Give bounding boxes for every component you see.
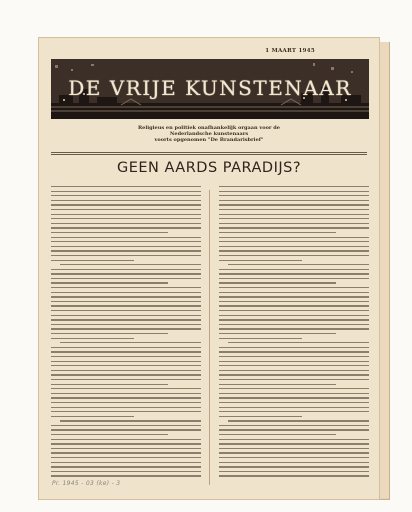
text-line bbox=[51, 296, 201, 297]
text-line bbox=[219, 204, 369, 205]
text-line bbox=[51, 292, 201, 293]
text-line bbox=[51, 315, 201, 316]
text-line bbox=[51, 260, 134, 261]
text-line bbox=[219, 232, 336, 233]
text-line bbox=[51, 338, 134, 339]
text-line bbox=[51, 439, 201, 440]
text-line bbox=[51, 416, 134, 417]
text-line bbox=[51, 328, 201, 329]
handwritten-archive-note: Pr. 1945 - 03 (ke) - 3 bbox=[52, 480, 121, 487]
text-line bbox=[219, 305, 369, 306]
text-line bbox=[219, 328, 369, 329]
text-line bbox=[51, 204, 201, 205]
text-line bbox=[51, 434, 168, 435]
text-line bbox=[219, 425, 369, 426]
subtitle-line: voorts opgenomen "De Brandarisbrief" bbox=[154, 137, 264, 144]
text-line bbox=[51, 273, 201, 274]
text-line bbox=[219, 439, 369, 440]
text-line bbox=[219, 452, 369, 453]
text-line bbox=[219, 384, 336, 385]
text-line bbox=[219, 237, 369, 238]
text-line bbox=[219, 195, 369, 196]
text-line bbox=[51, 195, 201, 196]
text-line bbox=[60, 264, 201, 265]
text-line bbox=[51, 429, 201, 430]
text-line bbox=[228, 264, 369, 265]
text-line bbox=[219, 214, 369, 215]
text-line bbox=[219, 393, 369, 394]
newspaper-page bbox=[38, 37, 380, 500]
text-line bbox=[51, 191, 201, 192]
text-line bbox=[219, 429, 369, 430]
text-line bbox=[219, 191, 369, 192]
text-line bbox=[60, 342, 201, 343]
text-line bbox=[51, 218, 201, 219]
text-line bbox=[51, 374, 201, 375]
masthead-title: DE VRIJE KUNSTENAAR bbox=[68, 76, 352, 100]
text-line bbox=[219, 310, 369, 311]
text-line bbox=[51, 301, 201, 302]
text-line bbox=[51, 462, 201, 463]
text-line bbox=[51, 397, 201, 398]
text-line bbox=[219, 260, 302, 261]
text-line bbox=[219, 416, 302, 417]
text-line bbox=[51, 361, 201, 362]
text-line bbox=[219, 186, 369, 187]
text-line bbox=[60, 420, 201, 421]
text-line bbox=[51, 269, 201, 270]
subtitle-line: Nederlandsche kunstenaars bbox=[169, 131, 249, 138]
text-line bbox=[51, 319, 201, 320]
text-line bbox=[51, 278, 201, 279]
text-line bbox=[219, 315, 369, 316]
text-line bbox=[219, 282, 336, 283]
text-line bbox=[219, 471, 369, 472]
text-line bbox=[219, 319, 369, 320]
text-line bbox=[219, 466, 369, 467]
text-line bbox=[51, 407, 201, 408]
text-line bbox=[51, 457, 201, 458]
text-line bbox=[51, 241, 201, 242]
text-line bbox=[219, 443, 369, 444]
divider-rule bbox=[51, 152, 367, 153]
article-column-right bbox=[219, 186, 369, 486]
text-line bbox=[219, 347, 369, 348]
text-line bbox=[219, 374, 369, 375]
text-line bbox=[51, 475, 201, 476]
subtitle-line: Religieus en politiek onafhankelijk orgaan voor de bbox=[138, 125, 280, 131]
text-line bbox=[51, 393, 201, 394]
text-line bbox=[219, 397, 369, 398]
text-line bbox=[51, 448, 201, 449]
text-line bbox=[219, 246, 369, 247]
text-line bbox=[51, 333, 168, 334]
text-line bbox=[51, 356, 201, 357]
text-line bbox=[228, 342, 369, 343]
text-line bbox=[219, 365, 369, 366]
text-line bbox=[219, 200, 369, 201]
text-line bbox=[51, 324, 201, 325]
text-line bbox=[219, 227, 369, 228]
article-column-left bbox=[51, 186, 201, 486]
text-line bbox=[219, 356, 369, 357]
text-line bbox=[51, 452, 201, 453]
text-line bbox=[219, 292, 369, 293]
text-line bbox=[219, 448, 369, 449]
divider-rule bbox=[51, 154, 367, 155]
text-line bbox=[51, 365, 201, 366]
text-line bbox=[219, 411, 369, 412]
text-line bbox=[51, 282, 168, 283]
text-line bbox=[51, 370, 201, 371]
text-line bbox=[219, 351, 369, 352]
text-line bbox=[51, 351, 201, 352]
text-line bbox=[51, 232, 168, 233]
text-line bbox=[219, 407, 369, 408]
text-line bbox=[228, 420, 369, 421]
article-headline: GEEN AARDS PARADIJS? bbox=[116, 160, 302, 176]
text-line bbox=[219, 462, 369, 463]
text-line bbox=[219, 223, 369, 224]
text-line bbox=[219, 269, 369, 270]
text-line bbox=[219, 296, 369, 297]
text-line bbox=[219, 379, 369, 380]
text-line bbox=[51, 209, 201, 210]
text-line bbox=[219, 278, 369, 279]
text-line bbox=[51, 246, 201, 247]
text-line bbox=[219, 434, 336, 435]
column-divider bbox=[209, 190, 210, 485]
text-line bbox=[219, 388, 369, 389]
text-line bbox=[51, 425, 201, 426]
text-line bbox=[219, 457, 369, 458]
text-line bbox=[219, 333, 336, 334]
text-line bbox=[219, 250, 369, 251]
text-line bbox=[219, 209, 369, 210]
text-line bbox=[51, 347, 201, 348]
text-line bbox=[51, 186, 201, 187]
text-line bbox=[51, 227, 201, 228]
text-line bbox=[51, 305, 201, 306]
text-line bbox=[219, 402, 369, 403]
text-line bbox=[51, 287, 201, 288]
text-line bbox=[51, 388, 201, 389]
text-line bbox=[51, 384, 168, 385]
text-line bbox=[219, 324, 369, 325]
text-line bbox=[51, 237, 201, 238]
text-line bbox=[219, 301, 369, 302]
text-line bbox=[51, 466, 201, 467]
text-line bbox=[51, 250, 201, 251]
text-line bbox=[51, 214, 201, 215]
text-line bbox=[219, 370, 369, 371]
text-line bbox=[219, 287, 369, 288]
masthead bbox=[51, 59, 369, 119]
text-line bbox=[51, 255, 201, 256]
text-line bbox=[51, 471, 201, 472]
text-line bbox=[219, 475, 369, 476]
text-line bbox=[219, 241, 369, 242]
text-line bbox=[51, 443, 201, 444]
issue-date: 1 MAART 1945 bbox=[265, 48, 315, 54]
text-line bbox=[219, 255, 369, 256]
text-line bbox=[219, 273, 369, 274]
text-line bbox=[51, 223, 201, 224]
text-line bbox=[51, 200, 201, 201]
text-line bbox=[219, 218, 369, 219]
text-line bbox=[219, 361, 369, 362]
subtitle bbox=[99, 125, 319, 144]
text-line bbox=[51, 411, 201, 412]
text-line bbox=[219, 338, 302, 339]
text-line bbox=[51, 379, 201, 380]
text-line bbox=[51, 310, 201, 311]
text-line bbox=[51, 402, 201, 403]
